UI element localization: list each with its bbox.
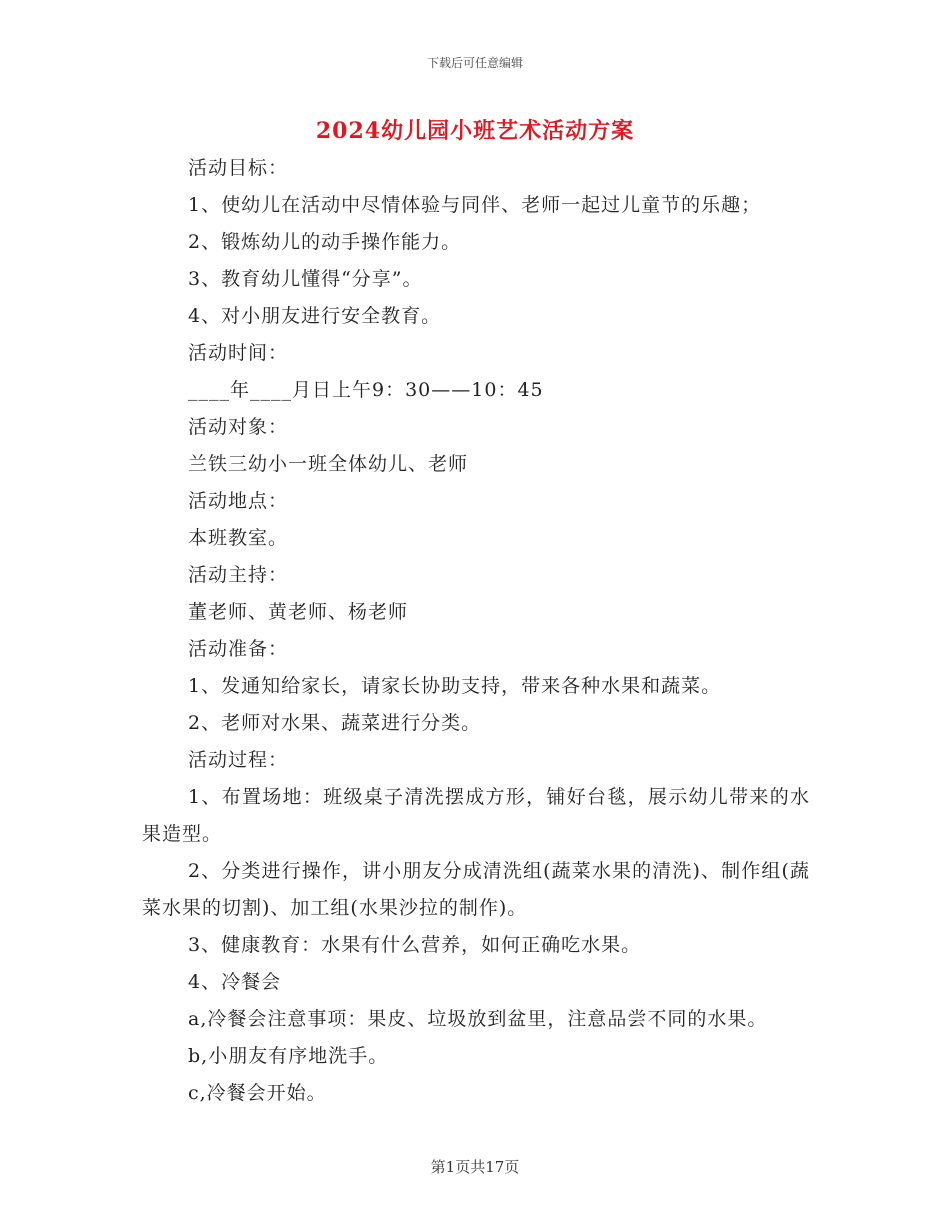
header-note: 下载后可任意编辑 [426, 56, 523, 70]
text-line: 1、使幼儿在活动中尽情体验与同伴、老师一起过儿童节的乐趣； [188, 194, 762, 216]
text-line: 3、教育幼儿懂得“分享”。 [188, 268, 423, 290]
document-title: 2024幼儿园小班艺术活动方案 [315, 118, 635, 144]
text-line: a,冷餐会注意事项：果皮、垃圾放到盆里，注意品尝不同的水果。 [188, 1008, 768, 1030]
paragraph: 2、分类进行操作，讲小朋友分成清洗组(蔬菜水果的清洗)、制作组(蔬菜水果的切割)、加工组(水果沙拉的制作)。 [142, 860, 810, 919]
text-line: 活动准备： [188, 638, 289, 660]
text-line: 活动对象： [188, 416, 289, 438]
text-line: 活动过程： [188, 749, 289, 771]
text-line: 2、锻炼幼儿的动手操作能力。 [188, 231, 462, 253]
text-line: 兰铁三幼小一班全体幼儿、老师 [188, 453, 469, 475]
text-line: c,冷餐会开始。 [188, 1082, 327, 1104]
text-line: 4、冷餐会 [188, 971, 282, 993]
text-line: 董老师、黄老师、杨老师 [188, 601, 409, 623]
page-footer: 第1页共17页 [430, 1158, 520, 1176]
text-line: 本班教室。 [188, 527, 289, 549]
document-body [142, 150, 810, 1112]
text-line: 1、发通知给家长，请家长协助支持，带来各种水果和蔬菜。 [188, 675, 722, 697]
text-line: 活动主持： [188, 564, 289, 586]
text-line: 4、对小朋友进行安全教育。 [188, 305, 442, 327]
text-line: 3、健康教育：水果有什么营养，如何正确吃水果。 [188, 934, 642, 956]
text-line: 活动地点： [188, 490, 289, 512]
text-line: 2、老师对水果、蔬菜进行分类。 [188, 712, 482, 734]
paragraph: 1、布置场地：班级桌子清洗摆成方形，铺好台毯，展示幼儿带来的水果造型。 [142, 786, 810, 845]
text-line: 活动时间： [188, 342, 289, 364]
text-line: ____年____月日上午9：30——10：45 [188, 379, 544, 401]
text-line: 活动目标： [188, 157, 289, 179]
text-line: b,小朋友有序地洗手。 [188, 1045, 389, 1067]
